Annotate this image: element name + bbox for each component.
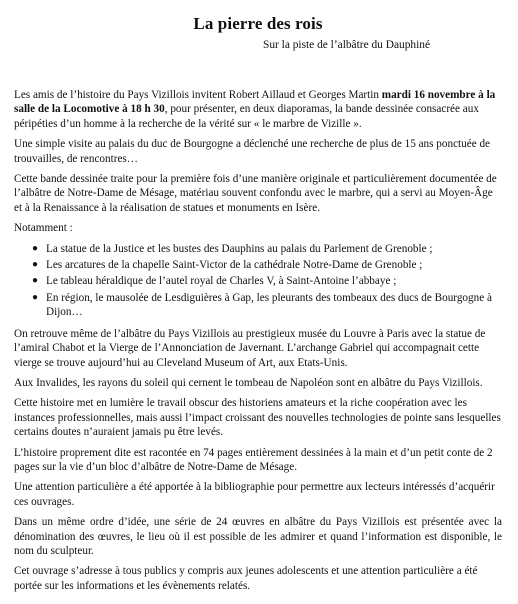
paragraph-visit: Une simple visite au palais du duc de Bourgogne a déclenché une recherche de plus de 15 ans ponctuée de trouvailles, de rencontres… xyxy=(14,138,491,165)
paragraph-bibliography: Une attention particulière a été apportée à la bibliographie pour permettre aux lecteurs intéressés d’acquérir ces ouvrages. xyxy=(14,481,495,508)
notable-works-list xyxy=(14,242,502,320)
intro-text-part2: , pour présenter, en deux diaporamas, la bande dessinée consacrée aux péripéties d’un homme à la recherche de la vérité sur « le marbre de Vizille ». xyxy=(14,103,479,130)
bullet-icon: ● xyxy=(32,275,39,287)
paragraph-louvre: On retrouve même de l’albâtre du Pays Vizillois au prestigieux musée du Louvre à Paris avec la statue de l’amiral Chabot et la Vierge de l’Annonciation de Javernant. L’archange Gabriel qui accompagnait cette vierge se trouve aujourd’hui au Cleveland Museum of Art, aux Etats-Unis. xyxy=(14,327,486,369)
list-item xyxy=(14,258,502,272)
bullet-icon: ● xyxy=(32,291,39,303)
paragraph-page-count: L’histoire proprement dite est racontée en 74 pages entièrement dessinées à la main et d’un petit conte de 2 pages sur la vie d’un bloc d’albâtre de Notre-Dame de Mésage. xyxy=(14,446,493,473)
paragraph-history-cooperation: Cette histoire met en lumière le travail obscur des historiens amateurs et la riche coopération avec les instances professionnelles, mais aussi l’impact croissant des nouvelles technologies de pointe sans lesquelles certains doutes n’auraient jamais pu être levés. xyxy=(14,397,501,439)
paragraph-invalides: Aux Invalides, les rayons du soleil qui cernent le tombeau de Napoléon sont en albâtre du Pays Vizillois. xyxy=(14,376,483,389)
paragraph-works-series: Dans un même ordre d’idée, une série de 24 œuvres en albâtre du Pays Vizillois est présentée avec la dénomination des œuvres, le lieu où il est possible de les admirer et quand l’information est disponible, le nom du sculpteur. xyxy=(14,516,502,557)
document-title: La pierre des rois xyxy=(193,14,323,33)
bullet-icon: ● xyxy=(32,242,39,254)
list-item xyxy=(14,242,502,256)
intro-text-part1: Les amis de l’histoire du Pays Vizillois invitent Robert Aillaud et Georges Martin xyxy=(14,89,382,101)
list-item-text: La statue de la Justice et les bustes des Dauphins au palais du Parlement de Grenoble ; xyxy=(46,242,433,255)
list-item-text: Le tableau héraldique de l’autel royal de Charles V, à Saint-Antoine l’abbaye ; xyxy=(46,275,397,288)
paragraph-comic-description: Cette bande dessinée traite pour la première fois d’une manière originale et particulièrement documentée de l’albâtre de Notre-Dame de Mésage, matériau souvent confondu avec le marbre, qui a servi au Moyen-Âge et à la Renaissance à la réalisation de statues et monuments en Isère. xyxy=(14,173,497,214)
document-subtitle: Sur la piste de l’albâtre du Dauphiné xyxy=(262,39,430,51)
bullet-icon: ● xyxy=(32,259,39,271)
paragraph-audience: Cet ouvrage s’adresse à tous publics y compris aux jeunes adolescents et une attention particulière a été portée sur les informations et les évènements relatés. xyxy=(14,565,478,592)
list-item-text: Les arcatures de la chapelle Saint-Victor de la cathédrale Notre-Dame de Grenoble ; xyxy=(46,259,423,272)
event-date-location: mardi 16 novembre à la salle de la Locomotive à 18 h 30 xyxy=(14,89,496,116)
list-item xyxy=(14,274,502,288)
list-item xyxy=(14,291,502,320)
list-item-text: En région, le mausolée de Lesdiguières à Gap, les pleurants des tombeaux des ducs de Bourgogne à Dijon… xyxy=(46,291,492,319)
paragraph-notamment: Notamment : xyxy=(14,222,73,235)
intro-paragraph xyxy=(14,88,502,131)
